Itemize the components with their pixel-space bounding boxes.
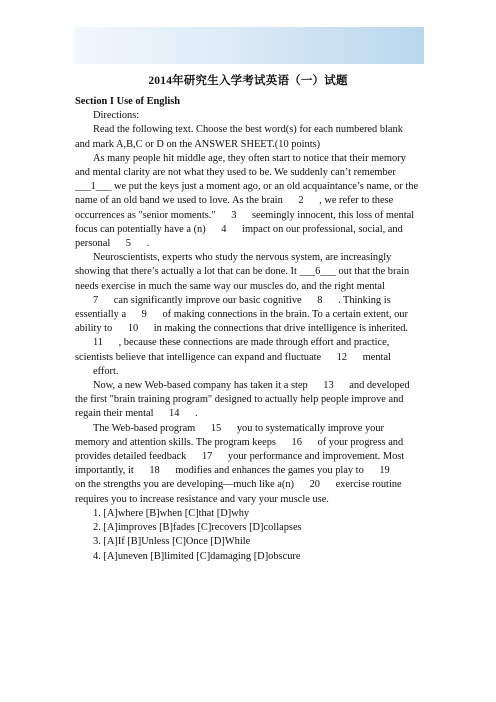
text-line: effort.: [93, 365, 119, 377]
option-line: 1. [A]where [B]when [C]that [D]why: [93, 507, 250, 519]
text-line: scientists believe that intelligence can expand and fluctuate 12 mental: [75, 351, 391, 363]
text-line: occurrences as "senior moments." 3 seemingly innocent, this loss of mental: [75, 209, 415, 221]
section-heading: Section I Use of English: [75, 96, 181, 107]
text-line: essentially a 9 of making connections in the brain. To a certain extent, our: [75, 309, 408, 321]
text-line: regain their mental 14 .: [75, 408, 198, 420]
directions-line: and mark A,B,C or D on the ANSWER SHEET.(10 points): [75, 138, 321, 150]
option-line: 2. [A]improves [B]fades [C]recovers [D]collapses: [93, 522, 302, 534]
directions-label: Directions:: [93, 110, 140, 122]
text-line: 11 , because these connections are made through effort and practice,: [93, 337, 390, 349]
text-line: and mental clarity are not what they used to be. We suddenly can’t remember: [75, 167, 396, 179]
text-line: provides detailed feedback 17 your performance and improvement. Most: [75, 451, 405, 463]
paragraph-3: [75, 379, 425, 422]
text-line: memory and attention skills. The program keeps 16 of your progress and: [75, 436, 404, 448]
text-line: on the strengths you are developing—much like a(n) 20 exercise routine: [75, 479, 402, 491]
text-line: The Web-based program 15 you to systematically improve your: [93, 422, 384, 434]
text-line: the first "brain training program" designed to actually help people improve and: [75, 394, 404, 406]
text-line: personal 5 .: [75, 238, 150, 250]
text-line: Now, a new Web-based company has taken it a step 13 and developed: [93, 380, 410, 392]
text-line: requires you to increase resistance and vary your muscle use.: [75, 493, 329, 505]
option-line: 3. [A]If [B]Unless [C]Once [D]While: [93, 536, 251, 548]
page-title: 2014年研究生入学考试英语（一）试题: [148, 75, 348, 87]
text-line: 7 can significantly improve our basic cognitive 8 . Thinking is: [93, 294, 391, 306]
paragraph-2: [75, 251, 425, 379]
directions-line: Read the following text. Choose the best word(s) for each numbered blank: [93, 124, 403, 136]
text-line: ability to 10 in making the connections that drive intelligence is inherited.: [75, 323, 409, 335]
paragraph-4: [75, 422, 425, 507]
text-line: name of an old band we used to love. As the brain 2 , we refer to these: [75, 195, 394, 207]
text-line: Neuroscientists, experts who study the nervous system, are increasingly: [93, 252, 392, 264]
header-banner: [74, 27, 424, 64]
answer-options: [75, 507, 425, 564]
text-line: showing that there’s actually a lot that can be done. It ___6___ out that the brain: [75, 266, 410, 278]
text-line: needs exercise in much the same way our muscles do, and the right mental: [75, 280, 385, 292]
paragraph-1: [75, 152, 425, 251]
exam-body: [75, 95, 425, 564]
text-line: focus can potentially have a (n) 4 impact on our professional, social, and: [75, 223, 403, 235]
text-line: ___1___ we put the keys just a moment ago, or an old acquaintance’s name, or the: [75, 181, 419, 193]
option-line: 4. [A]uneven [B]limited [C]damaging [D]obscure: [93, 550, 301, 562]
text-line: importantly, it 18 modifies and enhances the games you play to 19: [75, 465, 390, 477]
text-line: As many people hit middle age, they often start to notice that their memory: [93, 152, 406, 164]
